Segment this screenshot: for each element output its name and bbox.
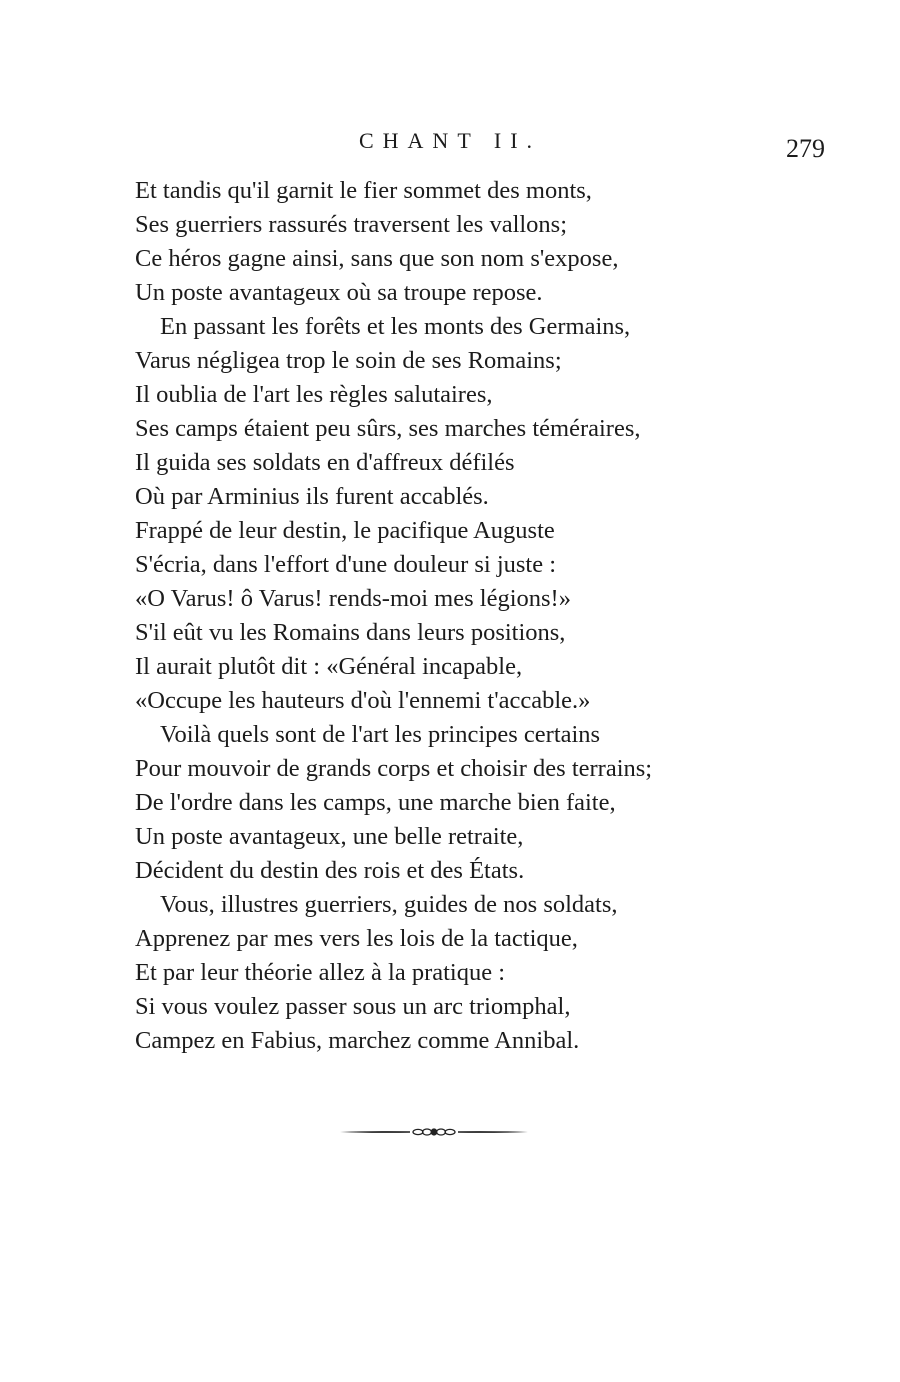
verse-line: Pour mouvoir de grands corps et choisir des terrains; <box>135 755 653 782</box>
verse-line: S'écria, dans l'effort d'une douleur si juste : <box>135 551 557 578</box>
page-number: 279 <box>786 134 825 163</box>
verse-line: Un poste avantageux, une belle retraite, <box>135 823 524 850</box>
poem-body <box>135 174 835 1058</box>
verse-line: Il oublia de l'art les règles salutaires, <box>135 381 493 408</box>
verse-line: Campez en Fabius, marchez comme Annibal. <box>135 1027 580 1054</box>
verse-line: Où par Arminius ils furent accablés. <box>135 483 489 510</box>
fleuron-ornament-icon <box>338 1122 530 1142</box>
verse-line: Un poste avantageux où sa troupe repose. <box>135 279 543 306</box>
verse-line: Vous, illustres guerriers, guides de nos soldats, <box>160 891 618 918</box>
verse-line: Apprenez par mes vers les lois de la tactique, <box>135 925 578 952</box>
verse-line: Et tandis qu'il garnit le fier sommet des monts, <box>135 177 592 204</box>
verse-line: Il aurait plutôt dit : «Général incapable, <box>135 653 523 680</box>
verse-line: En passant les forêts et les monts des Germains, <box>160 313 631 340</box>
verse-line: «Occupe les hauteurs d'où l'ennemi t'accable.» <box>135 687 591 714</box>
verse-line: Et par leur théorie allez à la pratique : <box>135 959 506 986</box>
verse-line: S'il eût vu les Romains dans leurs positions, <box>135 619 566 646</box>
verse-line: «O Varus! ô Varus! rends-moi mes légions!» <box>135 585 571 612</box>
verse-line: De l'ordre dans les camps, une marche bien faite, <box>135 789 616 816</box>
verse-line: Ses guerriers rassurés traversent les vallons; <box>135 211 568 238</box>
verse-line: Frappé de leur destin, le pacifique Auguste <box>135 517 555 544</box>
verse-line: Si vous voulez passer sous un arc triomphal, <box>135 993 571 1020</box>
verse-line: Varus négligea trop le soin de ses Romains; <box>135 347 562 374</box>
page-title: CHANT II. <box>358 128 542 153</box>
verse-line: Décident du destin des rois et des États. <box>135 857 525 884</box>
verse-line: Ses camps étaient peu sûrs, ses marches téméraires, <box>135 415 641 442</box>
verse-line: Ce héros gagne ainsi, sans que son nom s'expose, <box>135 245 619 272</box>
verse-line: Il guida ses soldats en d'affreux défilés <box>135 449 515 476</box>
verse-line: Voilà quels sont de l'art les principes certains <box>160 721 601 748</box>
